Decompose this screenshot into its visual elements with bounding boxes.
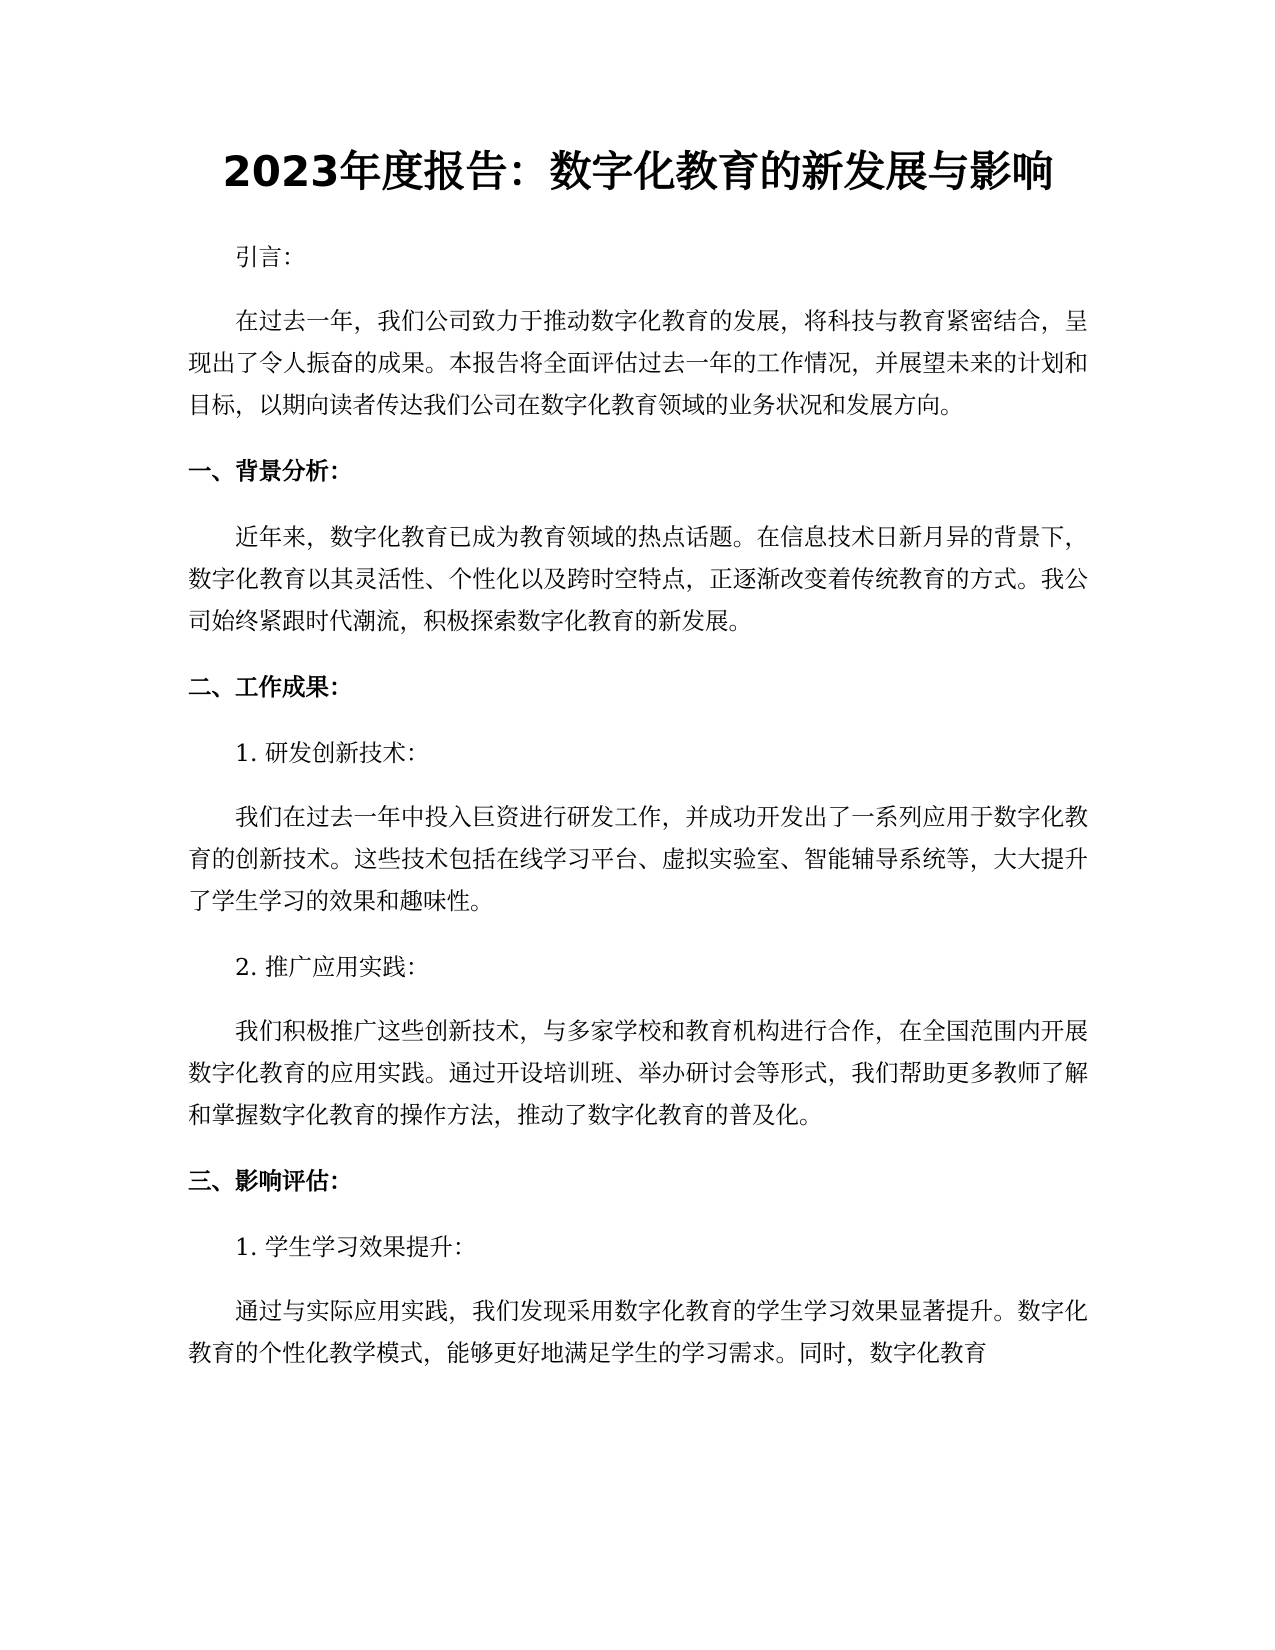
achievement-item-paragraph: 我们在过去一年中投入巨资进行研发工作，并成功开发出了一系列应用于数字化教育的创新技术。这些技术包括在线学习平台、虚拟实验室、智能辅导系统等，大大提升了学生学习的效果和趣味性。 <box>188 803 1088 915</box>
document-title: 2023年度报告：数字化教育的新发展与影响 <box>222 147 1054 196</box>
impact-item-label: 1. 学生学习效果提升： <box>235 1233 477 1261</box>
achievement-item-paragraph: 我们积极推广这些创新技术，与多家学校和教育机构进行合作，在全国范围内开展数字化教育的应用实践。通过开设培训班、举办研讨会等形式，我们帮助更多教师了解和掌握数字化教育的操作方法，推动了数字化教育的普及化。 <box>188 1017 1088 1129</box>
achievement-item-label: 2. 推广应用实践： <box>235 953 430 981</box>
background-paragraph: 近年来，数字化教育已成为教育领域的热点话题。在信息技术日新月异的背景下，数字化教育以其灵活性、个性化以及跨时空特点，正逐渐改变着传统教育的方式。我公司始终紧跟时代潮流，积极探索数字化教育的新发展。 <box>188 523 1088 635</box>
section-heading-background: 一、背景分析： <box>188 457 353 485</box>
section-heading-achievements: 二、工作成果： <box>188 673 353 701</box>
intro-label: 引言： <box>235 243 306 271</box>
impact-item-paragraph: 通过与实际应用实践，我们发现采用数字化教育的学生学习效果显著提升。数字化教育的个性化教学模式，能够更好地满足学生的学习需求。同时，数字化教育 <box>188 1297 1088 1367</box>
intro-paragraph: 在过去一年，我们公司致力于推动数字化教育的发展，将科技与教育紧密结合，呈现出了令人振奋的成果。本报告将全面评估过去一年的工作情况，并展望未来的计划和目标，以期向读者传达我们公司在数字化教育领域的业务状况和发展方向。 <box>188 307 1088 419</box>
document-content <box>188 142 1088 1398</box>
achievement-item-label: 1. 研发创新技术： <box>235 739 430 767</box>
section-heading-impact: 三、影响评估： <box>188 1167 353 1195</box>
